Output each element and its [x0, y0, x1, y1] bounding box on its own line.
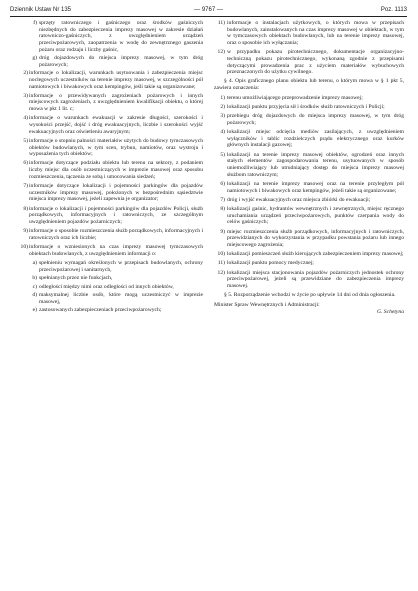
- list-item: [13, 206, 203, 226]
- item-text: informacje o przewidywanych zagrożeniach pożarowych i innych miejscowych zagrożeniach, z uwzględnieniem kwalifikacji obiektu, o której mowa w pkt 1 lit. c;: [29, 92, 203, 113]
- item-text: informacje o lokalizacji, warunkach usytuowania i zabezpieczenia miejsc noclegowych uczestników na terenie imprezy masowej, w szczególności pól namiotowych i biwakowych oraz kempingów, jeśli takie są organizowane;: [29, 70, 203, 90]
- list-item: [214, 113, 404, 126]
- item-text: spełnieniu wymagań określonych w przepisach budowlanych, ochrony przeciwpożarowej i sanitarnych,: [39, 259, 203, 273]
- item-text: przebiegu dróg dojazdowych do miejsca imprezy masowej, w tym dróg pożarowych;: [227, 113, 404, 126]
- item-text: dróg i wyjść ewakuacyjnych oraz miejsca zbiórki do ewakuacji;: [227, 196, 371, 203]
- item-text: informacje o instalacjach użytkowych, o których mowa w przepisach budowlanych, zainstalowanych na czas imprezy masowej w obiektach, w tym w tymczasowych obiektach budowlanych, lub na terenie imprezy masowej, oraz o sposobie ich wyłączania;: [227, 20, 404, 46]
- item-text: informacje dotyczące podziału obiektu lub terenu na sektory, z podaniem liczby miejsc dla osób uczestniczących w imprezie masowej oraz sposobu rozmieszczenia, tączenia ze sobą i umocowania siedzeń;: [29, 160, 203, 180]
- item-text: lokalizacji miejsca stacjonowania pojazdów pożarniczych jednostek ochrony przeciwpożarowej, jeżeli są przewidziane do zabezpieczenia imprezy masowej.: [227, 269, 404, 290]
- item-number: 10): [20, 244, 28, 251]
- item-number: 2): [23, 70, 28, 77]
- page-number: — 9767 —: [194, 7, 223, 13]
- item-number: 7): [220, 196, 225, 203]
- signature-block: [214, 302, 404, 315]
- item-number: a): [32, 259, 37, 266]
- list-item: [214, 104, 404, 111]
- item-number: 6): [23, 160, 28, 167]
- list-item: [214, 20, 404, 47]
- item-text: lokalizacji na terenie imprezy masowej obiektów, ogrodzeń oraz innych stałych elementów zagospodarowania terenu, usytuowanych w sposób uniemożliwiający lub utrudniający dostęp do miejsca imprezy masowej służbom ratowniczym;: [227, 151, 404, 178]
- list-item: [214, 152, 404, 179]
- list-item: [214, 129, 404, 149]
- item-text: lokalizacji gaśnic, hydrantów wewnętrznych i zewnętrznych, miejsc ręcznego uruchamiania urządzeń przeciwpożarowych, punktów czerpania wody do celów gaśniczych;: [227, 206, 404, 226]
- paragraph-4: § 4. Opis graficznego planu obiektu lub terenu, o którym mowa w § 1 pkt 5, zawiera oznaczenia:: [214, 78, 404, 92]
- item-number: 5): [23, 137, 28, 144]
- list-item: [214, 251, 404, 258]
- item-text: lokalizacji punktu przyjęcia sił i środków służb ratowniczych i Policji;: [227, 104, 385, 110]
- item-text: maksymalnej liczbie osób, które mogą uczestniczyć w imprezie masowej,: [39, 291, 203, 305]
- item-text: w przypadku pokazu pirotechnicznego, dokumentacje organizacyjno-techniczną pokazu pirotechnicznego, wykonaną zgodnie z przepisami dotyczącymi prowadzenia prac z użyciem materiałów wybuchowych przeznaczonych do użytku cywilnego.: [227, 49, 404, 76]
- item-number: c): [32, 283, 37, 290]
- list-item: [13, 275, 203, 282]
- list-item: [13, 260, 203, 273]
- item-text: lokalizacji pomieszczeń służb kierujących zabezpieczeniem imprezy masowej;: [227, 251, 404, 258]
- item-text: informacje dotyczące lokalizacji i pojemności parkingów dla pojazdów uczestników imprezy masowej, położonych w bezpośrednim sąsiedztwie miejsca imprezy masowej, jeżeli zapewnia je organizator;: [29, 183, 203, 203]
- position-number: Poz. 1113: [380, 7, 407, 13]
- item-number: 5): [220, 151, 225, 158]
- item-number: 8): [220, 206, 225, 213]
- item-number: g): [32, 55, 37, 62]
- list-item: [214, 197, 404, 204]
- list-item: [13, 307, 203, 314]
- item-number: 4): [23, 115, 28, 122]
- item-text: zastosowanych zabezpieczeniach przeciwpożarowych;: [39, 307, 162, 314]
- signature-name: G. Schetyna: [376, 308, 404, 315]
- item-number: 11): [217, 20, 225, 26]
- list-item: [214, 95, 404, 102]
- item-text: informacje o sposobie rozmieszczenia służb porządkowych, informacyjnych i ratowniczych oraz ich liczbie;: [29, 228, 203, 241]
- list-item: [13, 55, 203, 68]
- item-text: odległości między nimi oraz odległości od innych obiektów,: [39, 283, 174, 290]
- right-column: [214, 20, 404, 580]
- item-number: e): [32, 307, 37, 314]
- item-text: lokalizacji punktu pomocy medycznej;: [227, 260, 314, 267]
- item-text: informacje o warunkach ewakuacji w zakresie długości, szerokości i wysokości przejść, dojść i dróg ewakuacyjnych, liczbie i szerokości wyjść ewakuacyjnych oraz oświetleniu awaryjnym;: [29, 115, 203, 135]
- list-item: [13, 244, 203, 257]
- item-number: 1): [220, 94, 225, 101]
- item-number: 4): [220, 129, 225, 136]
- item-text: terenu umożliwiającego przeprowadzenie imprezy masowej;: [227, 94, 363, 101]
- item-text: lokalizacji miejsc odcięcia mediów zasilających, z uwzględnieniem wyłączników i tablic rozdzielczych prądu elektrycznego oraz kurków głównych instalacji gazowej;: [227, 129, 404, 149]
- left-column: [13, 20, 203, 580]
- list-item: [13, 20, 203, 53]
- item-number: 11): [217, 260, 225, 267]
- list-item: [214, 181, 404, 194]
- header-rule: [10, 16, 407, 17]
- journal-title: Dziennik Ustaw Nr 135: [10, 7, 72, 13]
- paragraph-5: § 5. Rozporządzenie wchodzi w życie po upływie 14 dni od dnia ogłoszenia.: [224, 292, 396, 299]
- list-item: [214, 260, 404, 267]
- item-number: f): [33, 20, 37, 26]
- list-item: [13, 115, 203, 135]
- list-item: [13, 228, 203, 241]
- list-item: [13, 70, 203, 90]
- item-number: 3): [220, 113, 225, 120]
- item-number: 12): [217, 49, 225, 56]
- list-item: [13, 93, 203, 113]
- item-number: 9): [220, 228, 225, 235]
- item-text: dróg dojazdowych do miejsca imprezy masowej, w tym dróg pożarowych;: [39, 55, 203, 68]
- item-text: sprzęty ratowniczego i gaśniczego oraz środków gaśniczych niezbędnych do zabezpieczenia imprezy masowej w zakresie działań ratowniczo-gaśniczych, z uwzględnieniem urządzeń przeciwpożarowych, zaopatrzenia w wodę do zewnętrznego gaszenia pożaru oraz rodzaju i liczby gaśnic,: [39, 20, 203, 53]
- list-item: [13, 183, 203, 203]
- item-number: 3): [23, 92, 28, 99]
- item-text: informacje o wzniesionych na czas imprezy masowej tymczasowych obiektach budowlanych, z uwzględnieniem informacji o:: [29, 244, 203, 257]
- item-number: 12): [217, 269, 225, 276]
- item-number: 7): [23, 183, 28, 189]
- signature-title: Minister Spraw Wewnętrznych i Administracji:: [214, 301, 320, 308]
- item-number: b): [32, 275, 37, 282]
- item-text: miejsc rozmieszczenia służb porządkowych, informacyjnych i ratowniczych, przewidzianych do wykorzystania w przypadku powstania pożaru lub innego miejscowego zagrożenia;: [227, 228, 404, 248]
- item-number: 9): [23, 228, 28, 235]
- item-number: 10): [217, 251, 225, 258]
- item-text: informacje o stopniu palności materiałów użytych do budowy tymczasowych obiektów budowlanych, w tym scen, trybun, namiotów, oraz wystroju i wyposażenia tych obiektów;: [29, 137, 203, 158]
- item-text: lokalizacji na terenie imprezy masowej oraz na terenie przyległym pól namiotowych i biwakowych oraz kempingów, jeżeli takie są organizowane;: [227, 180, 404, 194]
- item-number: 8): [23, 205, 28, 212]
- list-item: [13, 160, 203, 180]
- list-item: [13, 284, 203, 291]
- item-text: informacje o lokalizacji i pojemności parkingów dla pojazdów Policji, służb porządkowych, informacyjnych i ratowniczych, ze szczególnym uwzględnieniem pojazdów pożarniczych;: [29, 205, 203, 225]
- item-text: spełnianych przez nie funkcjach,: [39, 275, 113, 282]
- item-number: 2): [220, 104, 225, 110]
- item-number: d): [32, 291, 37, 298]
- list-item: [214, 49, 404, 76]
- list-item: [214, 270, 404, 290]
- item-number: 6): [220, 180, 225, 187]
- list-item: [214, 206, 404, 226]
- page-header: [10, 6, 407, 16]
- list-item: [214, 229, 404, 249]
- list-item: [13, 138, 203, 158]
- list-item: [13, 292, 203, 305]
